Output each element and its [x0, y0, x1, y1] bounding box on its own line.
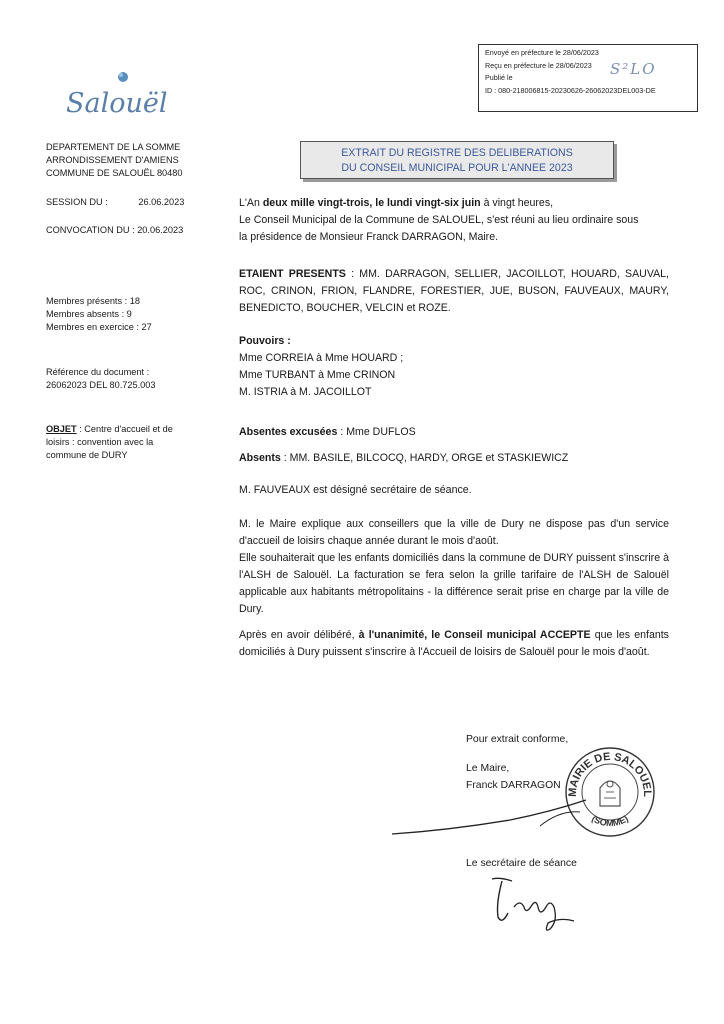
decision-text: que les enfants domiciliés à Dury puissent s'inscrire à l'Accueil de loisirs de Salouël pour le mois d'août.: [239, 629, 669, 658]
title-line-1: EXTRAIT DU REGISTRE DES DELIBERATIONS: [341, 147, 573, 159]
secretaire-seance-label: Le secrétaire de séance: [466, 858, 577, 869]
session-value: 26.06.2023: [138, 197, 185, 207]
ref-value: 26062023 DEL 80.725.003: [46, 380, 156, 390]
dept-line: COMMUNE DE SALOUËL 80480: [46, 168, 183, 178]
decision-bold: à l'unanimité, le Conseil municipal ACCEPTE: [358, 629, 591, 641]
session-label: SESSION DU :: [46, 197, 108, 207]
stamp-line-envoye: Envoyé en préfecture le 28/06/2023: [485, 48, 599, 57]
opening-text: L'An: [239, 197, 263, 209]
absentes-label: Absentes excusées: [239, 426, 338, 438]
maire-signature-block: [466, 760, 561, 794]
objet-label: OBJET: [46, 424, 77, 434]
stamp-line-id: ID : 080-218006815-20230626-26062023DEL003-DE: [485, 85, 656, 95]
opening-time: à vingt heures,: [480, 197, 554, 209]
department-header: [46, 141, 206, 180]
pouvoir-item: Mme TURBANT à Mme CRINON: [239, 369, 396, 381]
membres-exercice: Membres en exercice : 27: [46, 322, 152, 332]
dept-line: DEPARTEMENT DE LA SOMME: [46, 142, 181, 152]
absentes-list: : Mme DUFLOS: [337, 426, 416, 438]
maire-title: Le Maire,: [466, 763, 510, 774]
svg-text:MAIRIE DE SALOUEL: MAIRIE DE SALOUEL: [566, 750, 654, 798]
absents-list: : MM. BASILE, BILCOCQ, HARDY, ORGE et STASKIEWICZ: [280, 452, 569, 464]
absents: [239, 450, 669, 467]
pouvoir-item: Mme CORREIA à Mme HOUARD ;: [239, 352, 404, 364]
membres-absents: Membres absents : 9: [46, 309, 132, 319]
maire-name: Franck DARRAGON: [466, 780, 561, 791]
stamp-line-recu: Reçu en préfecture le 28/06/2023: [485, 60, 592, 70]
pouvoir-item: M. ISTRIA à M. JACOILLOT: [239, 386, 372, 398]
dept-line: ARRONDISSEMENT D'AMIENS: [46, 155, 179, 165]
presents-label: ETAIENT PRESENTS: [239, 268, 346, 280]
prefecture-stamp: [478, 44, 698, 112]
absentes-excusees: [239, 424, 669, 441]
document-title: [300, 141, 614, 179]
pouvoirs-label: Pouvoirs :: [239, 335, 291, 347]
membres-count: [46, 295, 152, 334]
membres-presents: Membres présents : 18: [46, 296, 140, 306]
secretaire-designation: M. FAUVEAUX est désigné secrétaire de séance.: [239, 484, 472, 496]
stamp-handwritten-note: S²LO: [610, 60, 657, 78]
pouvoirs-section: [239, 333, 669, 401]
svg-text:(SOMME): (SOMME): [589, 813, 631, 829]
expose-text-2: Elle souhaiterait que les enfants domiciliés dans la commune de DURY puissent s'inscrire à l'ALSH de Salouël. La facturation se fera selon la grille tarifaire de l'ALSH de Salouël applicable aux habitants métropolitains - la différence serait prise en charge par la ville de Dury.: [239, 552, 669, 615]
opening-line-3: la présidence de Monsieur Franck DARRAGON, Maire.: [239, 231, 499, 243]
decision-intro: Après en avoir délibéré,: [239, 629, 359, 641]
objet: [46, 423, 196, 462]
opening-paragraph: [239, 195, 669, 246]
opening-date-bold: deux mille vingt-trois, le lundi vingt-six juin: [262, 197, 481, 209]
expose-paragraph: [239, 516, 669, 618]
document-reference: [46, 366, 156, 392]
convocation-date: CONVOCATION DU : 20.06.2023: [46, 225, 184, 235]
secretaire-signature-icon: [478, 873, 578, 933]
logo-emblem-icon: [116, 70, 130, 84]
opening-line-2: Le Conseil Municipal de la Commune de SALOUEL, s'est réuni au lieu ordinaire sous: [239, 214, 639, 226]
absents-label: Absents: [239, 452, 281, 464]
maire-signature-icon: [390, 790, 590, 840]
session-date: [46, 196, 184, 209]
ref-label: Référence du document :: [46, 367, 150, 377]
objet-text: : Centre d'accueil et de loisirs : convention avec la commune de DURY: [46, 424, 173, 460]
presents-paragraph: [239, 266, 669, 317]
presents-list: : MM. DARRAGON, SELLIER, JACOILLOT, HOUARD, SAUVAL, ROC, CRINON, FRION, FLANDRE, FORESTIER, JUE, BUSON, FAUVEAUX, MAURY, BENEDICTO, BOUCHER, VELCIN et ROZE.: [239, 268, 670, 314]
expose-text-1: M. le Maire explique aux conseillers que la ville de Dury ne dispose pas d'un service d'accueil de loisirs chaque année durant le mois d'août.: [239, 518, 669, 547]
stamp-line-publie: Publié le: [485, 73, 513, 82]
pour-extrait-conforme: Pour extrait conforme,: [466, 734, 569, 745]
logo-text: Salouël: [66, 88, 168, 119]
title-line-2: DU CONSEIL MUNICIPAL POUR L'ANNEE 2023: [341, 162, 573, 174]
decision-paragraph: [239, 627, 669, 661]
